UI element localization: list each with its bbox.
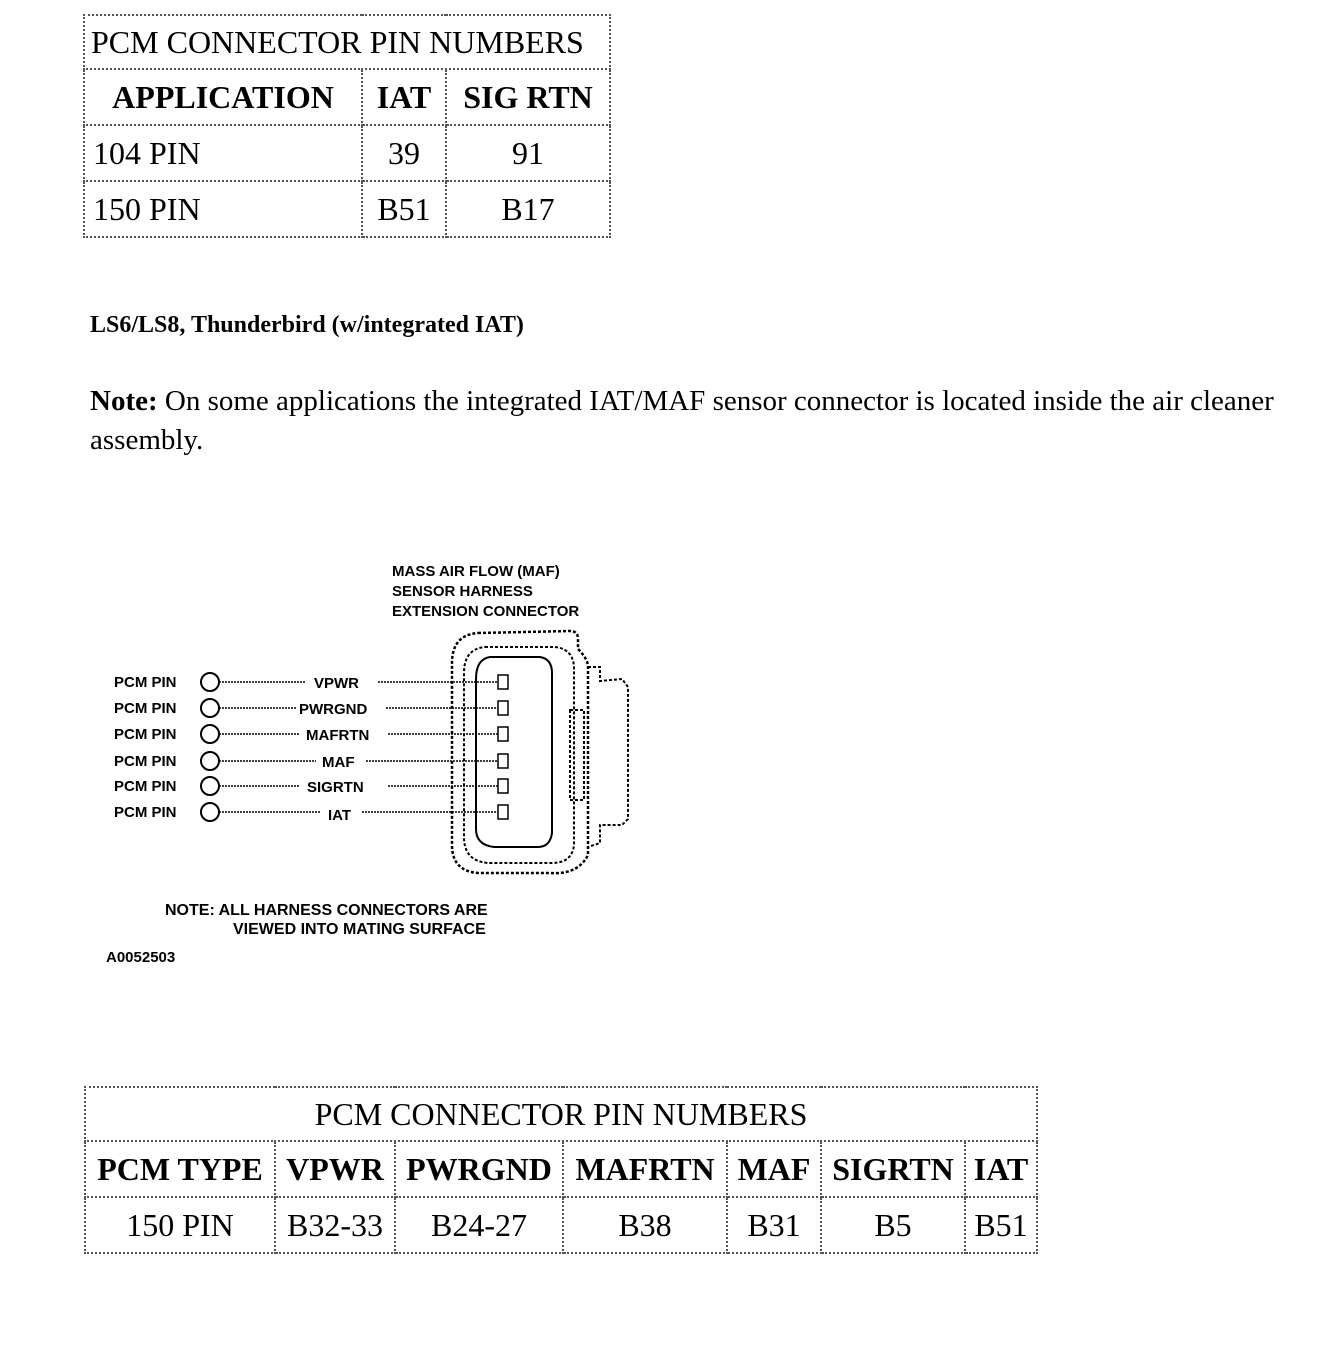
terminal: [498, 754, 508, 768]
wire-row-sigrtn: [114, 777, 508, 796]
header-mafrtn: MAFRTN: [563, 1141, 727, 1197]
header-iat: IAT: [362, 69, 446, 125]
table-row: [84, 181, 610, 237]
section-subtitle: LS6/LS8, Thunderbird (w/integrated IAT): [90, 312, 524, 338]
figure-id: A0052503: [106, 949, 176, 966]
connector-label-line-2: SENSOR HARNESS: [392, 583, 533, 600]
pin-circle-icon: [201, 777, 219, 795]
circuit-label-sigrtn: SIGRTN: [307, 779, 364, 796]
wire-row-vpwr: [114, 673, 508, 692]
cell-maf: B31: [727, 1197, 821, 1253]
pin-circle-icon: [201, 752, 219, 770]
cell-application: 150 PIN: [84, 181, 362, 237]
connector-body: [452, 631, 628, 873]
pin-circle-icon: [201, 699, 219, 717]
pcm-pin-label: PCM PIN: [114, 778, 177, 795]
pin-circle-icon: [201, 725, 219, 743]
connector-label-line-3: EXTENSION CONNECTOR: [392, 603, 580, 620]
header-vpwr: VPWR: [275, 1141, 395, 1197]
pcm-pin-label: PCM PIN: [114, 700, 177, 717]
cell-vpwr: B32-33: [275, 1197, 395, 1253]
note-text: On some applications the integrated IAT/MAF sensor connector is located inside the air cleaner assembly.: [90, 385, 1274, 456]
diagram-footnote-line-1: NOTE: ALL HARNESS CONNECTORS ARE: [165, 902, 488, 919]
terminal: [498, 727, 508, 741]
header-iat: IAT: [965, 1141, 1037, 1197]
wire-row-maf: [114, 752, 508, 771]
circuit-label-iat: IAT: [328, 807, 352, 824]
maf-connector-diagram: [100, 555, 640, 975]
wire-row-mafrtn: [114, 725, 508, 744]
header-sigrtn: SIGRTN: [821, 1141, 965, 1197]
circuit-label-maf: MAF: [322, 754, 355, 771]
header-pwrgnd: PWRGND: [395, 1141, 563, 1197]
circuit-label-mafrtn: MAFRTN: [306, 727, 370, 744]
cell-sigrtn: B5: [821, 1197, 965, 1253]
header-sig-rtn: SIG RTN: [446, 69, 610, 125]
pcm-pin-label: PCM PIN: [114, 674, 177, 691]
cell-sig-rtn: B17: [446, 181, 610, 237]
connector-label-line-1: MASS AIR FLOW (MAF): [392, 563, 560, 580]
note-label: Note:: [90, 385, 158, 417]
circuit-label-pwrgnd: PWRGND: [299, 701, 368, 718]
terminal: [498, 701, 508, 715]
pin-circle-icon: [201, 673, 219, 691]
table-row: [84, 125, 610, 181]
cell-iat: B51: [965, 1197, 1037, 1253]
cell-iat: 39: [362, 125, 446, 181]
terminal: [498, 805, 508, 819]
cell-pwrgnd: B24-27: [395, 1197, 563, 1253]
pin-table-2: [84, 1086, 1038, 1254]
note-paragraph: [90, 382, 1290, 460]
circuit-label-vpwr: VPWR: [314, 675, 359, 692]
cell-mafrtn: B38: [563, 1197, 727, 1253]
terminal: [498, 779, 508, 793]
diagram-footnote-line-2: VIEWED INTO MATING SURFACE: [233, 921, 486, 938]
table-title: PCM CONNECTOR PIN NUMBERS: [85, 1087, 1037, 1141]
wire-row-iat: [114, 803, 508, 824]
table-title: PCM CONNECTOR PIN NUMBERS: [84, 15, 610, 69]
pcm-pin-label: PCM PIN: [114, 726, 177, 743]
cell-iat: B51: [362, 181, 446, 237]
header-maf: MAF: [727, 1141, 821, 1197]
table-row: [85, 1197, 1037, 1253]
wire-row-pwrgnd: [114, 699, 508, 718]
header-pcm-type: PCM TYPE: [85, 1141, 275, 1197]
pin-circle-icon: [201, 803, 219, 821]
pcm-pin-label: PCM PIN: [114, 753, 177, 770]
header-application: APPLICATION: [84, 69, 362, 125]
cell-pcm-type: 150 PIN: [85, 1197, 275, 1253]
pin-table-1: [83, 14, 611, 238]
terminal: [498, 675, 508, 689]
cell-application: 104 PIN: [84, 125, 362, 181]
cell-sig-rtn: 91: [446, 125, 610, 181]
pcm-pin-label: PCM PIN: [114, 804, 177, 821]
